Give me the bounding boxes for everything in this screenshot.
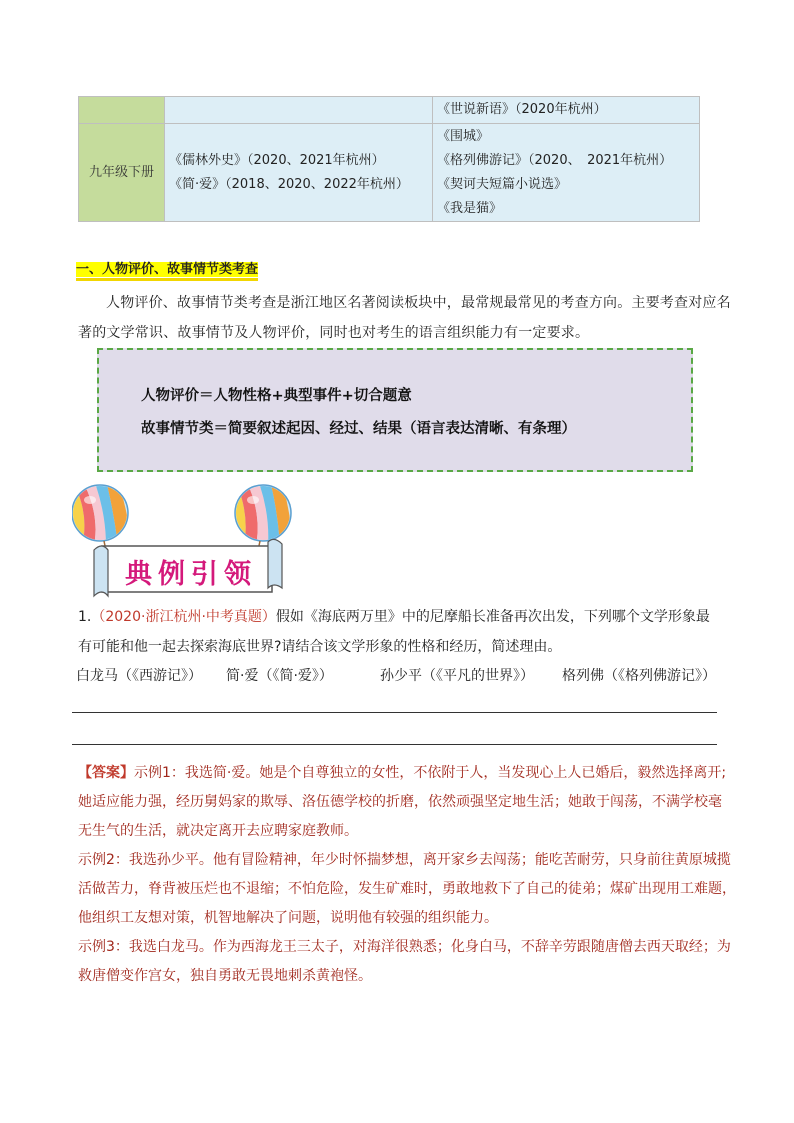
answer-text: 他组织工友想对策，机智地解决了问题，说明他有较强的组织能力。 [78,910,498,926]
book-entry: 《儒林外史》（2020、2021年杭州） [169,152,385,168]
book-list-cell [165,97,433,124]
book-entry: 《围城》 [437,128,490,144]
book-entry: 《我是猫》 [437,200,503,216]
answer-text: 无生气的生活，就决定离开去应聘家庭教师。 [78,823,358,839]
question-number: 1. [78,609,92,625]
question-source: （2020·浙江杭州·中考真题） [91,609,276,625]
book-list-cell [165,124,433,222]
formula-box [97,348,693,472]
option-baimaolongma: 白龙马（《西游记》） [76,668,202,684]
answer-text: 示例1：我选简·爱。她是个自尊独立的女性，不依附于人，当发现心上人已婚后，毅然选择离开; [134,765,727,781]
option-gelifo: 格列佛（《格列佛游记》） [562,668,716,684]
answer-block [78,759,736,991]
question-text: 假如《海底两万里》中的尼摩船长准备再次出发，下列哪个文学形象最 [275,609,710,625]
book-entry: 《格列佛游记》（2020、 2021年杭州） [437,152,673,168]
option-jianai: 简·爱（《简·爱》） [226,668,333,684]
answer-label: 【答案】 [78,765,134,781]
book-entry: 《契诃夫短篇小说选》 [437,176,568,192]
answer-text: 救唐僧变作宫女，独自勇敢无畏地刺杀黄袍怪。 [78,968,372,984]
formula-line-character: 人物评价＝人物性格+典型事件+切合题意 [141,388,412,404]
answer-line [72,744,717,745]
table-row [79,97,700,124]
grade-cell: 九年级下册 [79,124,165,222]
example-banner [72,480,308,600]
answer-text: 活做苦力，脊背被压烂也不退缩；不怕危险，发生矿难时，勇敢地救下了自己的徒弟；煤矿出现用工难题， [78,881,736,897]
answer-text: 示例2：我选孙少平。他有冒险精神，年少时怀揣梦想，离开家乡去闯荡；能吃苦耐劳，只身前往黄原城揽 [78,852,731,868]
formula-line-plot: 故事情节类＝简要叙述起因、经过、结果（语言表达清晰、有条理） [141,421,576,437]
option-sunshaoping: 孙少平（《平凡的世界》） [380,668,534,684]
question-line: 有可能和他一起去探索海底世界?请结合该文学形象的性格和经历，简述理由。 [78,639,562,655]
answer-text: 示例3：我选白龙马。作为西海龙王三太子，对海洋很熟悉；化身白马，不辞辛劳跟随唐僧去西天取经；为 [78,939,731,955]
intro-line: 人物评价、故事情节类考查是浙江地区名著阅读板块中，最常规最常见的考查方向。主要考查对应名 [106,295,731,311]
book-list-cell [433,124,700,222]
book-list-cell [433,97,700,124]
intro-line: 著的文学常识、故事情节及人物评价，同时也对考生的语言组织能力有一定要求。 [78,325,590,341]
section-heading-text: 一、人物评价、故事情节类考查 [76,262,259,277]
section-heading [76,262,258,281]
banner-title: 典例引领 [125,559,257,590]
syllabus-table [78,96,700,222]
book-entry: 《世说新语》（2020年杭州） [437,102,607,117]
table-row [79,124,700,222]
book-entry: 《简·爱》（2018、2020、2022年杭州） [169,176,409,192]
answer-line [72,712,717,713]
answer-text: 她适应能力强，经历舅妈家的欺辱、洛伍德学校的折磨，依然顽强坚定地生活；她敢于闯荡，不满学校毫 [78,794,722,810]
question-line [78,603,718,631]
intro-paragraph [78,288,731,348]
grade-cell [79,97,165,124]
